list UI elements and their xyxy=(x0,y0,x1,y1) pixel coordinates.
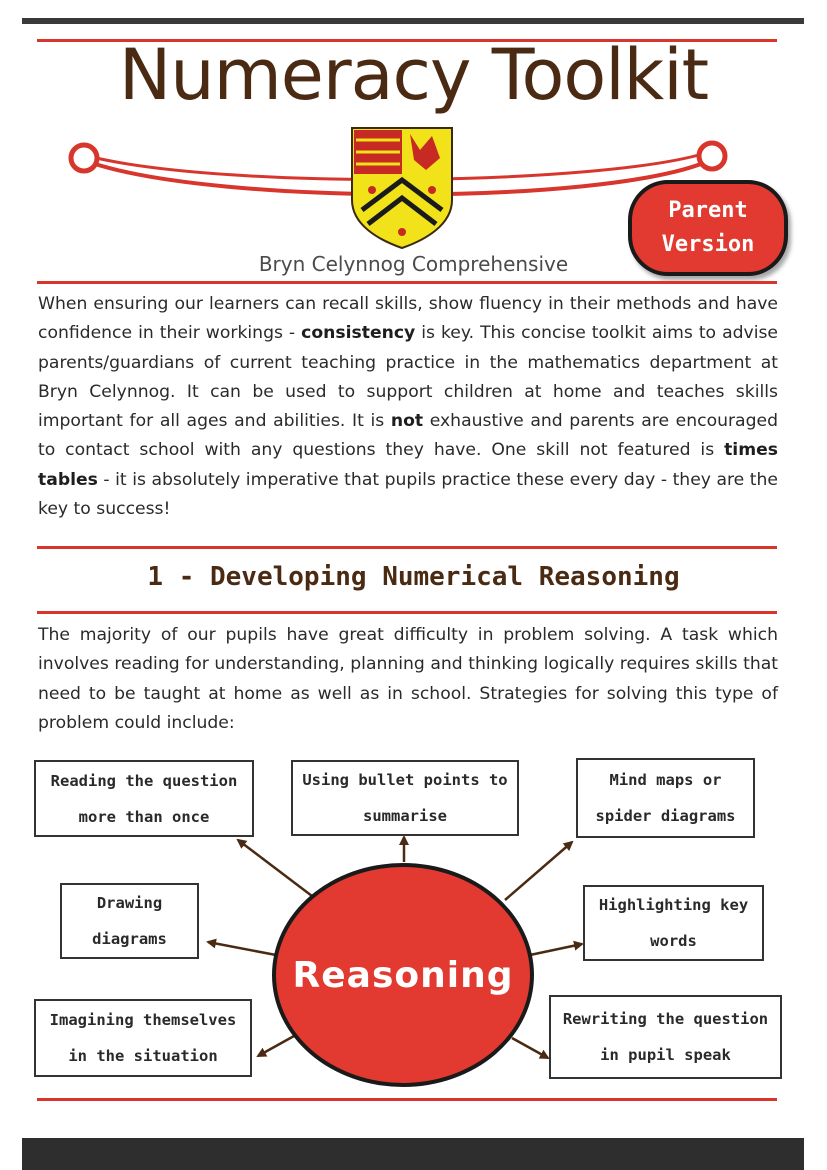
badge-line-1: Parent xyxy=(668,198,748,223)
footer-rule xyxy=(37,1098,777,1101)
arrow-to-reading xyxy=(238,840,312,896)
bottom-bar xyxy=(22,1138,804,1170)
emphasis-not: not xyxy=(390,411,424,432)
reasoning-center: Reasoning xyxy=(272,863,534,1087)
arrow-to-rewriting xyxy=(512,1038,548,1058)
arrow-to-imagining xyxy=(258,1036,294,1056)
box-bullet-points: Using bullet points to summarise xyxy=(291,760,519,836)
emphasis-consistency: consistency xyxy=(301,323,416,344)
badge-line-2: Version xyxy=(661,232,755,257)
emphasis-times-tables: times tables xyxy=(38,440,778,490)
section-heading: 1 - Developing Numerical Reasoning xyxy=(147,562,680,592)
arrow-to-drawing xyxy=(208,942,276,955)
box-imagining: Imagining themselves in the situation xyxy=(34,999,252,1077)
arrow-to-mindmaps xyxy=(505,842,572,900)
school-name: Bryn Celynnog Comprehensive xyxy=(258,252,569,276)
box-rewriting: Rewriting the question in pupil speak xyxy=(549,995,782,1079)
intro-paragraph: When ensuring our learners can recall skills, show fluency in their methods and have confidence in their workings - consistency is key. This concise toolkit aims to advise parents/guardians of current teaching practice in the mathematics department at Bryn Celynnog. It can be used to support children at home and teaches skills important for all ages and abilities. It is not exhaustive and parents are encouraged to contact school with any questions they have. One skill not featured is times tables - it is absolutely imperative that pupils practice these every day - they are the key to success! xyxy=(38,294,778,520)
page-title: Numeracy Toolkit xyxy=(118,34,709,116)
box-drawing-diagrams: Drawing diagrams xyxy=(60,883,199,959)
box-reading-question: Reading the question more than once xyxy=(34,760,254,837)
arrow-to-highlighting xyxy=(530,944,582,955)
box-mind-maps: Mind maps or spider diagrams xyxy=(576,758,755,838)
box-highlighting: Highlighting key words xyxy=(583,885,764,961)
section-paragraph: The majority of our pupils have great difficulty in problem solving. A task which involves reading for understanding, planning and thinking logically requires skills that need to be taught at home as well as in school. Strategies for solving this type of problem could include: xyxy=(38,625,778,733)
